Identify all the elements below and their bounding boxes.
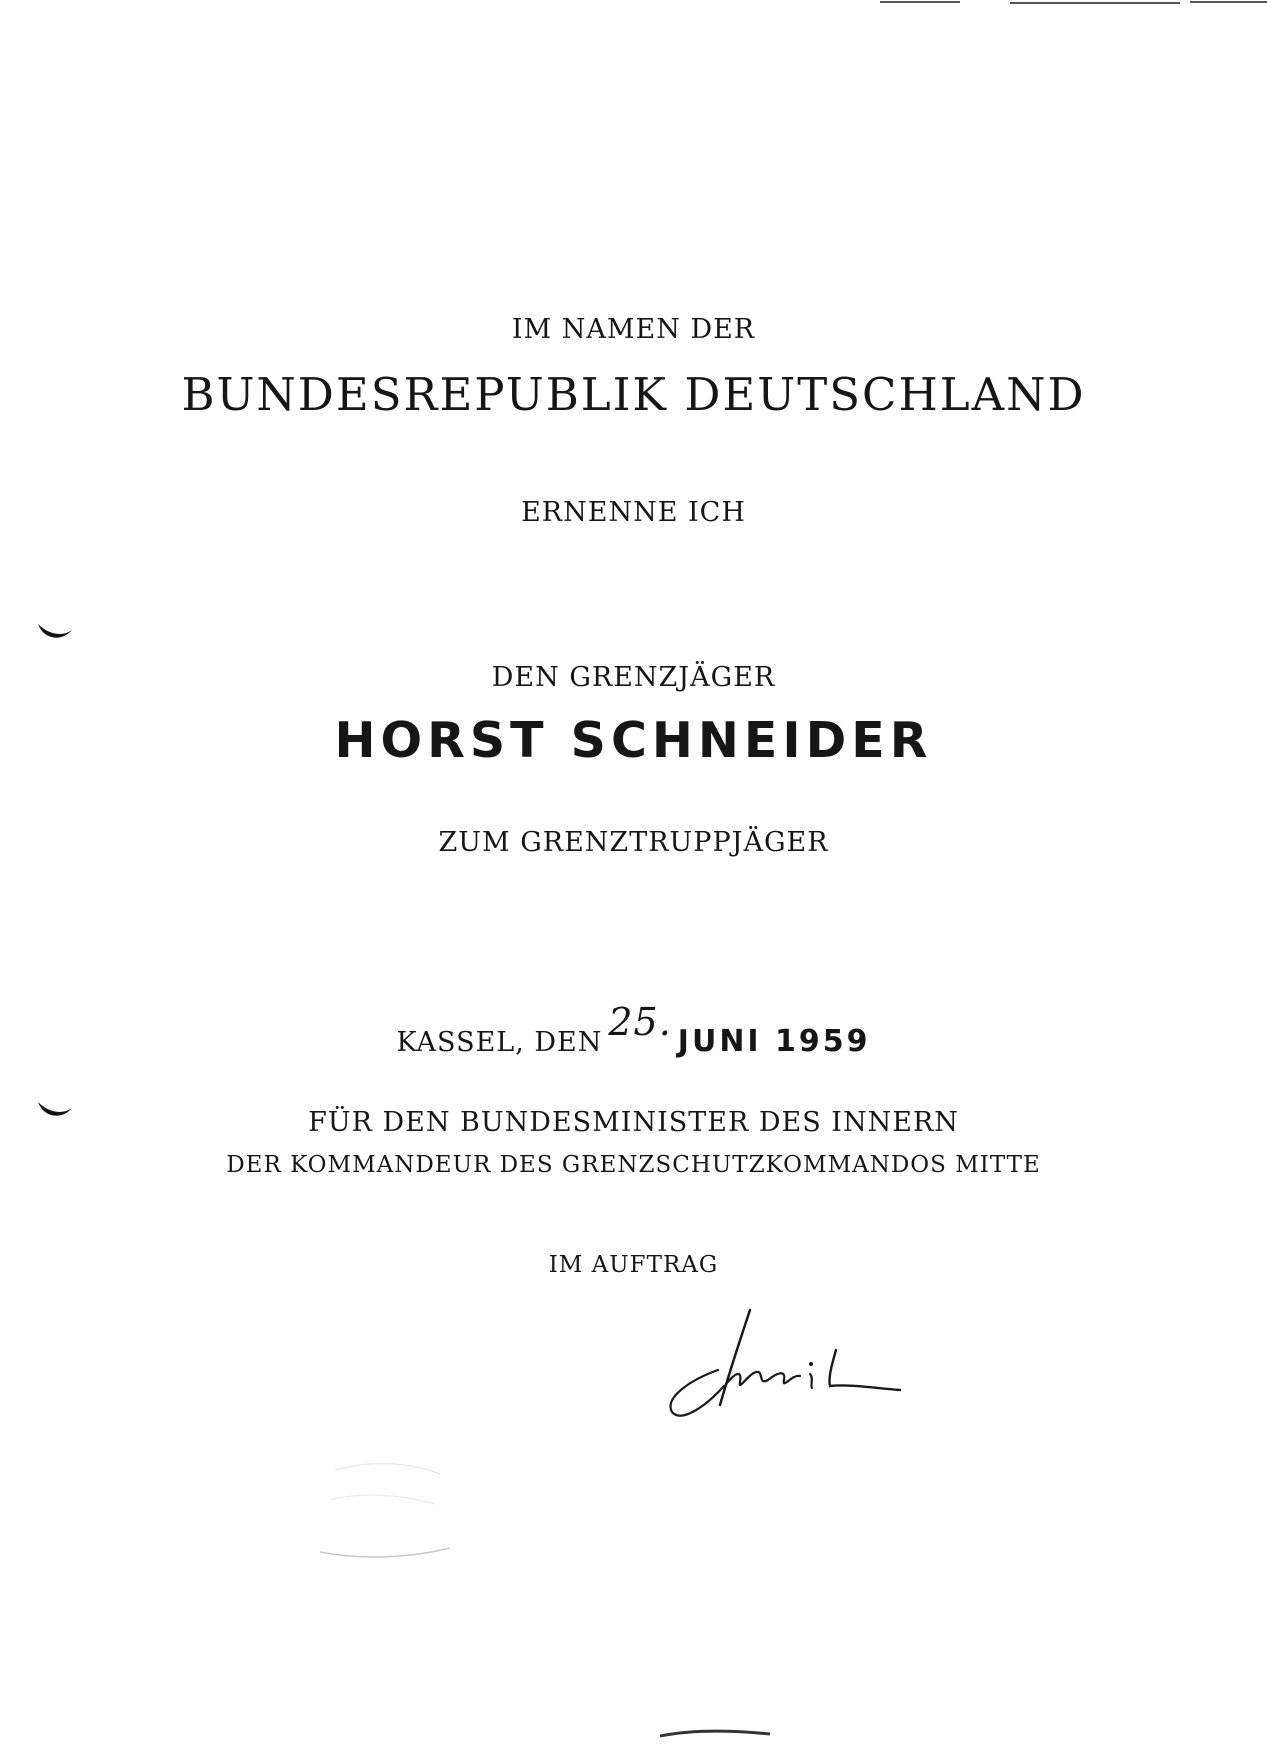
authority-line-2: DER KOMMANDEUR DES GRENZSCHUTZKOMMANDOS MITTE <box>226 1152 1041 1178</box>
appointment-text: ERNENNE ICH <box>521 497 746 528</box>
stamped-month-year: JUNI 1959 <box>677 1024 871 1059</box>
heading-large: BUNDESREPUBLIK DEUTSCHLAND <box>181 368 1086 421</box>
scan-edge-mark-top <box>880 0 1267 14</box>
on-behalf: IM AUFTRAG <box>548 1252 719 1278</box>
faint-seal-impression <box>300 1440 480 1560</box>
rank-to: ZUM GRENZTRUPPJÄGER <box>438 827 829 858</box>
punch-hole-mark-upper <box>36 620 76 644</box>
authority-line-1: FÜR DEN BUNDESMINISTER DES INNERN <box>308 1107 959 1138</box>
person-name: HORST SCHNEIDER <box>334 712 933 769</box>
handwritten-signature <box>660 1300 920 1430</box>
scan-edge-mark-bottom <box>660 1728 780 1742</box>
handwritten-day: 25. <box>608 1000 672 1044</box>
rank-from: DEN GRENZJÄGER <box>491 662 776 693</box>
place-prefix: KASSEL, DEN <box>396 1027 603 1058</box>
heading-small: IM NAMEN DER <box>511 314 756 345</box>
place-date-line <box>0 1000 1267 1060</box>
